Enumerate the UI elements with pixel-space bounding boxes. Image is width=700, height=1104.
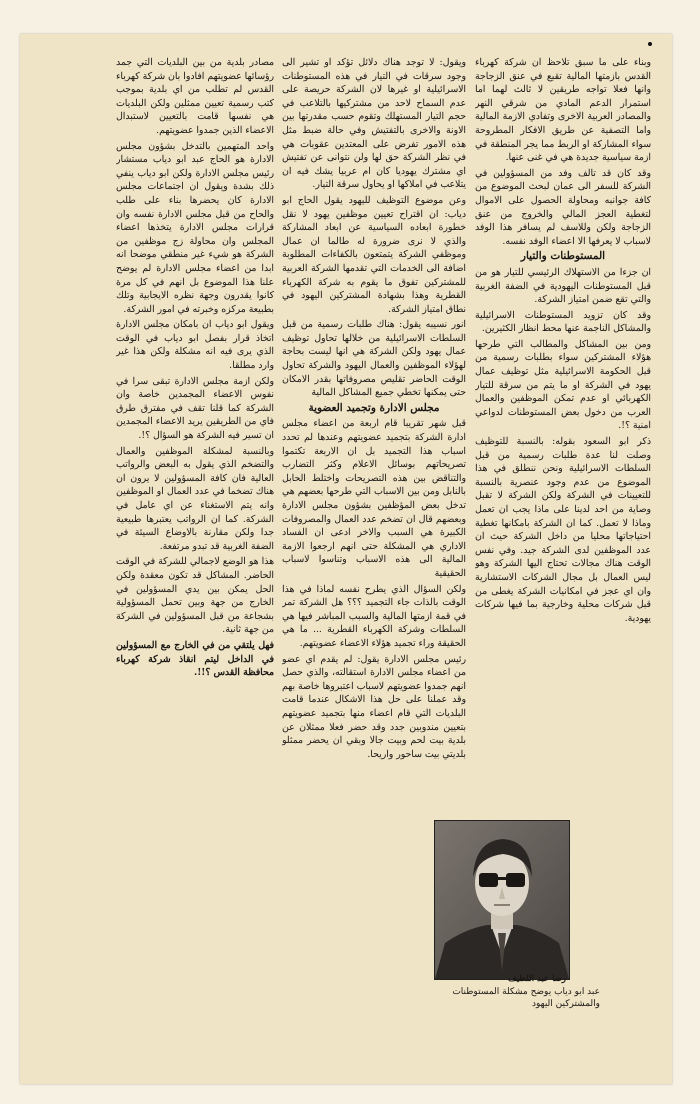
paragraph: هذا هو الوضع لاجمالي للشركة في الوقت الحاضر. المشاكل قد تكون معقدة ولكن الحل يمكن بين يدي المسؤولين في الخارج من جهة وبين تحمل المسؤولية بشجاعة من قبل المسؤولين في الشركة من جهة ثانية. bbox=[116, 556, 274, 636]
portrait-illustration bbox=[435, 821, 569, 979]
article-column-left bbox=[116, 56, 274, 836]
paragraph: وبناء على ما سبق تلاحظ ان شركة كهرباء القدس بازمتها المالية تقبع في عنق الزجاجة وانها فعلا تواجه طريقين لا ثالث لهما اما استمرار الدعم المادي من شرقي النهر والمصادر العربية الاخرى وتفادي الازمة المالية واما التصفية عن طريق الافكار المطروحة سواء المشاركة او الربط مما يجر المنطقة في ازمة سياسية جديدة هي في غنى عنها. bbox=[475, 57, 651, 164]
paragraph: ذكر ابو السعود بقوله: بالنسبة للتوظيف وصلت لنا عدة طلبات رسمية من قبل السلطات الاسرائيلية ونحن ننطلق في هذا الموضوع من عدم وجود عنصرية بالنسبة للتعيينات في الشركة ولكن الشركة لا تقبل وصاية من احد لدينا على ماذا يجب ان تعمل وماذا لا تعمل. كما ان الشركة بامكانها تغطية احتياجاتها محليا من داخل الشركة حيث ان عدد الموظفين لدى الشركة جيد. وفي نفس الوقت هناك مجالات تحتاج اليها الشركة وهو ليس العمال بل مجال الشركات الاستشارية وان اي عجز في امكانيات الشركة يغطى من قبل شركات محلية وخارجية بما فيها شركات يهودية. bbox=[475, 436, 651, 624]
section-heading: المستوطنات والتيار bbox=[520, 250, 606, 263]
portrait-photo bbox=[434, 820, 570, 980]
paragraph: فهل يلتقي من في الخارج مع المسؤولين في الداخل ليتم انقاذ شركة كهرباء محافظة القدس ؟!!. bbox=[116, 639, 274, 679]
paragraph: ان جزءا من الاستهلاك الرئيسي للتيار هو من قبل المستوطنات اليهودية في الضفة الغربية والتي تقع ضمن امتياز الشركة. bbox=[475, 266, 651, 306]
paragraph: مصادر بلدية من بين البلديات التي جمد رؤسائها عضويتهم افادوا بان شركة كهرباء القدس لم تطلب من اي بلدية بموجب كتب رسمية تعيين ممثلين ولكن البلديات هي نفسها قامت بالتعيين لاستبدال الاعضاء الذين جمدوا عضويتهم. bbox=[116, 57, 274, 136]
paragraph: رئيس مجلس الادارة يقول: لم يقدم اي عضو من اعضاء مجلس الادارة استقالته، والذي حصل انهم جمدوا عضويتهم لاسباب اعتبروها خاصة بهم وقد عملنا على حل هذا الاشكال عندما قامت البلديات التي قام اعضاء منها بتجميد عضويتهم بتعيين مندوبين جدد وقد حضر فعلا ممثلان عن بلدية بيت لحم وبيت جالا وبقي ان يحضر ممثلو بلديتي بيت ساحور واريحا. bbox=[282, 653, 466, 760]
paragraph: وقد كان قد تالف وفد من المسؤولين في الشركة للسفر الى عمان لبحث الموضوع من كافة جوانبه ومحاولة الحصول على الاموال لتغطية العجز المالي والخروج من عنق الزجاجة ولكن وللاسف لم يسافر هذا الوفد لاسباب لا يعرفها الا اعضاء الوفد نفسه. bbox=[475, 167, 651, 247]
paragraph: ولكن ازمة مجلس الادارة تبقى سرا في نفوس الاعضاء المجمدين خاصة وان الشركة كما قلنا تقف في مفترق طرق فاي من الطريقين يريد الاعضاء المجمدين ان تسير فيه الشركة هو السؤال ؟!. bbox=[116, 375, 274, 442]
section-heading: مجلس الادارة وتجميد العضوية bbox=[308, 401, 440, 414]
newspaper-clipping bbox=[20, 34, 672, 1084]
paragraph: وعن موضوع التوظيف لليهود يقول الحاج ابو دياب: ان اقتراح تعيين موظفين يهود لا نقل خطورة ابعاده السياسية عن ابعاد المشاركة والذي لا نرى ضرورة له طالما ان عمال وموظفي الشركة يتمتعون بالكفاءات المطلوبة اضافة الى الخدمات التي تقدمها الشركة العربية للمشتركين تفوق ما يقوم به شركة الكهرباء القطرية وهذا بشهادة المشتركين اليهود في نطاق امتياز الشركة. bbox=[282, 194, 466, 315]
paragraph: ويقول ابو دياب ان بامكان مجلس الادارة اتخاذ قرار بفصل ابو دياب في الوقت الذي يرى فيه انه مشكلة ولكن هذا غير وارد مطلقا. bbox=[116, 319, 274, 372]
paragraph: قبل شهر تقريبا قام اربعة من اعضاء مجلس ادارة الشركة بتجميد عضويتهم وعندها لم تحدد اسباب هذا التجميد بل ان الاربعة تكتموا تصريحاتهم بوسائل الاعلام وكثر التضارب والتناقض بين هذه التصريحات واختلط الحابل بالنابل ومن بين الاسباب التي طرحها بعضهم هي تدخل بعض المؤظفين بشؤون مجلس الادارة وبعضهم قال ان تضخم عدد العمال والمصروفات الكبيرة هي السبب والاخر ادعى ان الفساد الاداري هي المشكلة حتى انهم ارجعوا الازمة المالية الى هذه الاسباب وتناسوا لاسباب الحقيقية bbox=[282, 418, 466, 579]
paragraph: ومن بين المشاكل والمطالب التي طرحها هؤلاء المشتركين سواء بطلبات رسمية من قبل الحكومة الاسرائيلية مثل توظيف عمال يهود في الشركة او ما يتم من سرقة للتيار الكهربائي او عدم تمكن الموظفين والعمال العرب من دخول بعض المستوطنات لدواعي امنية ؟!. bbox=[475, 338, 651, 432]
photo-credit: رضا عبد اللطيف bbox=[507, 974, 566, 984]
paragraph: ولكن السؤال الذي يطرح نفسه لماذا في هذا الوقت بالذات جاء التجميد ؟؟؟ هل الشركة تمر في قمة ازمتها المالية والسبب المباشر فيها هي السلطات وشركة الكهرباء القطرية ... ما هي الحقيقة وراء تجميد هؤلاء الاعضاء عضويتهم. bbox=[282, 583, 466, 649]
paragraph: انور نسيبه يقول: هناك طلبات رسمية من قبل السلطات الاسرائيلية من خلالها تحاول توظيف عمال يهود ولكن الشركة هي انها ليست بحاجة لهؤلاء الموظفين والعمال اليهود والشركة تحاول الوقت الحاضر تقليص مصروفاتها بقدر الامكان حتى يمكنها تخطي جميع المشاكل المالية bbox=[282, 319, 466, 399]
paragraph: واحد المتهمين بالتدخل بشؤون مجلس الادارة هو الحاج عبد ابو دياب مستشار رئيس مجلس الادارة ولكن ابو دياب ينفي ذلك بشدة ويقول ان اجتماعات مجلس الادارة كان يحضرها بناء على طلب والحاح من قبل مجلس الادارة نفسه وان قرارات مجلس الادارة يتخذها اعضاء المجلس وان محاولة زج موظفين من الشركة هو شيء غير منطقي موضحا انه ابدا من اعضاء مجلس الادارة لم يوضح علنا هذا الموضوع بل انهم في كل مرة كانوا يقدرون وجهة نظره الايجابية وتلك بطبيعة مركزه وخبرته في امور الشركة. bbox=[116, 140, 274, 315]
corner-dot bbox=[648, 42, 652, 46]
photo-caption: عبد ابو دياب يوضح مشكلة المستوطنات والمشتركين اليهود bbox=[452, 987, 600, 1009]
paragraph: وبالنسبة لمشكلة الموظفين والعمال والتضخم الذي يقول به البعض والرواتب العالية فان كافة المسؤولين لا يرون ان هناك تضخما في عدد العمال او الموظفين وانه يتم الاستغناء عن اي عامل في الشركة. كما ان الرواتب يعتبرها طبيعية جدا ولكن مقارنة بالاوضاع السيئة في الضفة الغربية قد تبدو مرتفعة. bbox=[116, 445, 274, 552]
paragraph: وقد كان تزويد المستوطنات الاسرائيلية والمشاكل الناجمة عنها محط انظار الكثيرين. bbox=[475, 309, 651, 335]
paragraph: ويقول: لا توجد هناك دلائل تؤكد او تشير الى وجود سرقات في التيار في هذه المستوطنات الاسرائيلية او غيرها لان الشركة حريصة على عدم السماح لاحد من مشتركيها بالتلاعب في حجم التيار المستهلك وتقوم حسب مقدرتها بين الاونة والاخرى بالتفتيش وفي حالة ضبط مثل هذه الامور تفرض على المعتدين عقوبات هي في نظر الشركة حق لها ولن نتوانى عن تفتيش اي مشترك يهوديا كان ام عربيا يشك فيه ان يتلاعب في املاكها او يحاول سرقة التيار. bbox=[282, 57, 466, 191]
